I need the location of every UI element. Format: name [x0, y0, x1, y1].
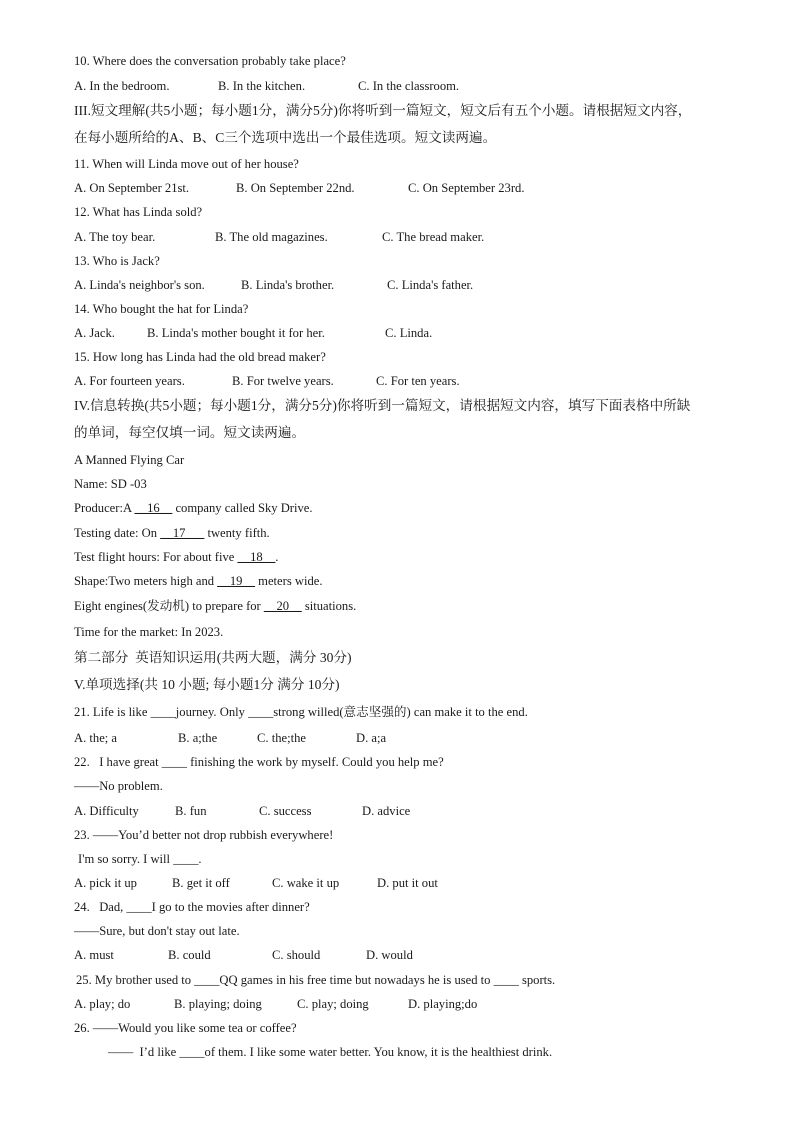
option-b: B. playing; doing: [174, 997, 262, 1011]
option-a: A. Difficulty: [74, 804, 139, 818]
option-b: B. Linda's brother.: [241, 278, 335, 292]
option-c: C. Linda.: [385, 326, 433, 340]
option-d: D. a;a: [356, 731, 387, 745]
option-b: B. For twelve years.: [232, 374, 334, 388]
blank-16: __16__: [134, 501, 173, 515]
question-13: 13. Who is Jack?: [74, 254, 160, 268]
option-c: C. In the classroom.: [358, 79, 460, 93]
option-a: A. In the bedroom.: [74, 79, 170, 93]
info-flight-hours: Test flight hours: For about five __18__.: [74, 550, 279, 564]
option-a: A. the; a: [74, 731, 118, 745]
option-b: B. On September 22nd.: [236, 181, 355, 195]
info-engines: Eight engines(发动机) to prepare for __20__ situations.: [74, 599, 357, 613]
blank-18: __18__: [237, 550, 276, 564]
option-c: C. On September 23rd.: [408, 181, 525, 195]
part-2-heading: 第二部分 英语知识运用(共两大题，满分 30分): [74, 650, 352, 665]
question-21: 21. Life is like ____journey. Only ____strong willed(意志坚强的) can make it to the end.: [74, 705, 528, 719]
info-title: A Manned Flying Car: [74, 453, 185, 467]
option-b: B. In the kitchen.: [218, 79, 306, 93]
section-4-instruction: IV.信息转换(共5小题；每小题1分，满分5分)你将听到一篇短文，请根据短文内容，填写下面表格中所缺: [74, 398, 691, 413]
option-b: B. fun: [175, 804, 207, 818]
question-25: 25. My brother used to ____QQ games in his free time but nowadays he is used to ____ sports.: [76, 973, 556, 987]
info-testing-date: Testing date: On __17___ twenty fifth.: [74, 526, 270, 540]
section-3-instruction: III.短文理解(共5小题；每小题1分，满分5分)你将听到一篇短文，短文后有五个小题。请根据短文内容，: [74, 103, 692, 118]
question-23-reply: I'm so sorry. I will ____.: [78, 852, 202, 866]
option-a: A. play; do: [74, 997, 131, 1011]
option-a: A. The toy bear.: [74, 230, 156, 244]
option-c: C. play; doing: [297, 997, 369, 1011]
question-15: 15. How long has Linda had the old bread maker?: [74, 350, 326, 364]
option-b: B. get it off: [172, 876, 230, 890]
option-b: B. Linda's mother bought it for her.: [147, 326, 325, 340]
blank-19: __19__: [217, 574, 255, 588]
question-23: 23. ——You’d better not drop rubbish everywhere!: [74, 828, 334, 842]
option-d: D. playing;do: [408, 997, 478, 1011]
question-24-reply: ——Sure, but don't stay out late.: [74, 924, 240, 938]
info-shape: Shape:Two meters high and __19__ meters wide.: [74, 574, 323, 588]
option-d: D. advice: [362, 804, 411, 818]
option-c: C. The bread maker.: [382, 230, 485, 244]
option-a: A. Jack.: [74, 326, 115, 340]
section-5-heading: V.单项选择(共 10 小题; 每小题1分 满分 10分): [74, 677, 340, 692]
option-b: B. a;the: [178, 731, 218, 745]
option-d: D. put it out: [377, 876, 438, 890]
info-market: Time for the market: In 2023.: [74, 625, 224, 639]
option-b: B. could: [168, 948, 211, 962]
option-c: C. should: [272, 948, 321, 962]
option-a: A. For fourteen years.: [74, 374, 185, 388]
question-22-reply: ——No problem.: [74, 779, 163, 793]
option-a: A. On September 21st.: [74, 181, 190, 195]
question-12: 12. What has Linda sold?: [74, 205, 203, 219]
section-4-instruction-cont: 的单词，每空仅填一词。短文读两遍。: [74, 425, 306, 440]
option-b: B. The old magazines.: [215, 230, 328, 244]
blank-20: __20__: [263, 599, 302, 613]
option-c: C. For ten years.: [376, 374, 460, 388]
option-c: C. the;the: [257, 731, 306, 745]
question-26-reply: —— I’d like ____of them. I like some water better. You know, it is the healthiest drink.: [108, 1045, 553, 1059]
question-10: 10. Where does the conversation probably take place?: [74, 54, 346, 68]
option-c: C. wake it up: [272, 876, 340, 890]
option-a: A. pick it up: [74, 876, 137, 890]
section-3-instruction-cont: 在每小题所给的A、B、C三个选项中选出一个最佳选项。短文读两遍。: [74, 130, 497, 145]
option-a: A. Linda's neighbor's son.: [74, 278, 205, 292]
question-14: 14. Who bought the hat for Linda?: [74, 302, 249, 316]
question-24: 24. Dad, ____I go to the movies after dinner?: [74, 900, 310, 914]
option-c: C. success: [259, 804, 312, 818]
question-11: 11. When will Linda move out of her house?: [74, 157, 299, 171]
option-c: C. Linda's father.: [387, 278, 474, 292]
option-d: D. would: [366, 948, 413, 962]
info-producer: Producer:A __16__ company called Sky Drive.: [74, 501, 313, 515]
question-22: 22. I have great ____ finishing the work by myself. Could you help me?: [74, 755, 444, 769]
info-name: Name: SD -03: [74, 477, 147, 491]
question-26: 26. ——Would you like some tea or coffee?: [74, 1021, 297, 1035]
blank-17: __17___: [160, 526, 205, 540]
option-a: A. must: [74, 948, 114, 962]
